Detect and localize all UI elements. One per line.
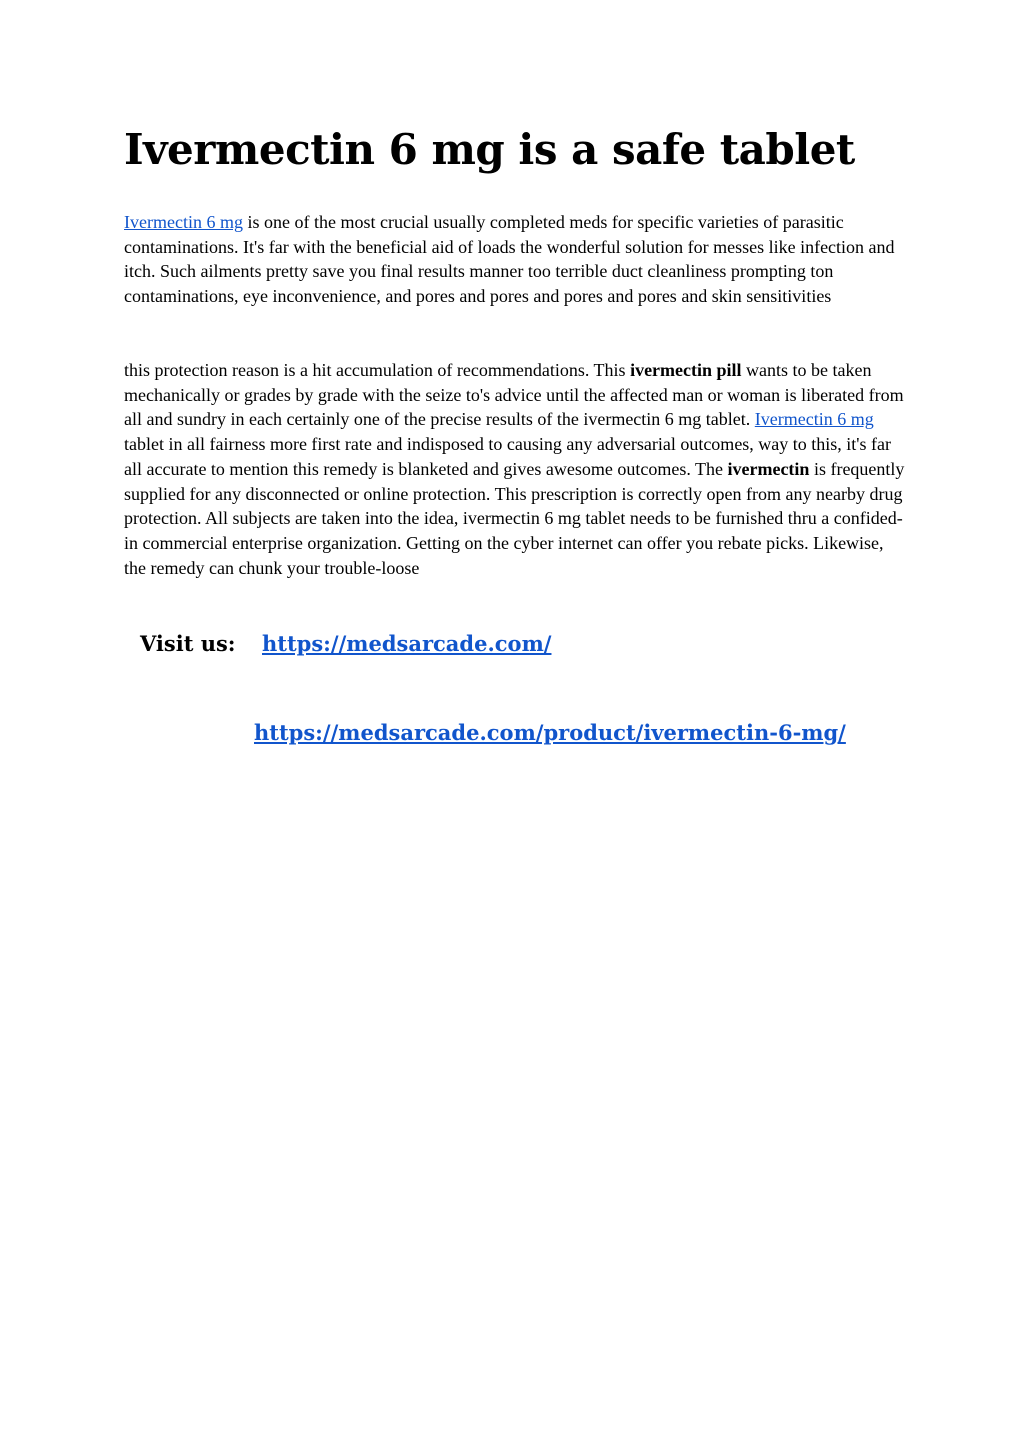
paragraph-details: [124, 358, 909, 580]
page-title: Ivermectin 6 mg is a safe tablet: [124, 125, 855, 174]
ivermectin-link[interactable]: Ivermectin 6 mg: [124, 212, 243, 232]
paragraph-intro: [124, 210, 909, 309]
paragraph-details-text-b: wants to be taken mechanically or grades by grade with the seize to's advice until the affected man or woman is liberated from all and sundry in each certainly one of the precise results of the ivermectin 6 mg tablet.: [124, 360, 904, 430]
paragraph-intro-text: is one of the most crucial usually completed meds for specific varieties of parasitic contaminations. It's far with the beneficial aid of loads the wonderful solution for messes like infection and itch. Such ailments pretty save you final results manner too terrible duct cleanliness prompting ton contaminations, eye inconvenience, and pores and pores and pores and pores and skin sensitivities: [124, 212, 895, 307]
paragraph-details-text-c: tablet in all fairness more first rate and indisposed to causing any adversarial outcomes, way to this, it's far all accurate to mention this remedy is blanketed and gives awesome outcomes. The: [124, 434, 892, 479]
ivermectin-link-inline[interactable]: Ivermectin 6 mg: [754, 409, 874, 430]
bold-term-ivermectin-pill: ivermectin pill: [630, 360, 742, 380]
paragraph-details-text-d: is frequently supplied for any disconnected or online protection. This prescription is correctly open from any nearby drug protection. All subjects are taken into the idea, ivermectin 6 mg tablet needs to be furnished thru a confided-in commercial enterprise organization. Getting on the cyber internet can offer you rebate picks. Likewise, the remedy can chunk your trouble-loose: [124, 458, 905, 578]
visit-us-label: Visit us:: [140, 631, 236, 656]
paragraph-details-text-a: this protection reason is a hit accumulation of recommendations. This: [124, 360, 631, 380]
product-page-link[interactable]: https://medsarcade.com/product/ivermectin-6-mg/: [254, 720, 846, 745]
bold-term-ivermectin: ivermectin: [727, 458, 810, 479]
homepage-link[interactable]: https://medsarcade.com/: [262, 631, 552, 656]
